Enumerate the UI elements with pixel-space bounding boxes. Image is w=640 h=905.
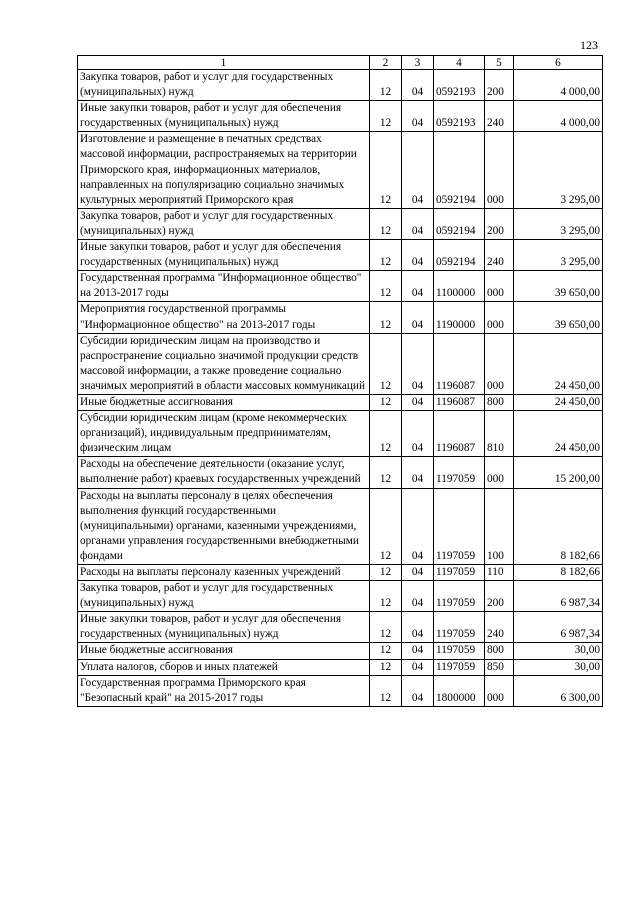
row-amount: 39 650,00 xyxy=(514,302,603,333)
row-expense-type: 100 xyxy=(485,488,514,564)
row-section: 12 xyxy=(370,333,402,394)
row-target-code: 1197059 xyxy=(434,581,485,612)
row-subsection: 04 xyxy=(402,302,434,333)
row-amount: 4 000,00 xyxy=(514,70,603,101)
row-expense-type: 850 xyxy=(485,659,514,675)
row-target-code: 1800000 xyxy=(434,675,485,706)
row-subsection: 04 xyxy=(402,132,434,208)
row-subsection: 04 xyxy=(402,271,434,302)
row-section: 12 xyxy=(370,394,402,410)
row-target-code: 0592194 xyxy=(434,208,485,239)
row-section: 12 xyxy=(370,581,402,612)
table-row xyxy=(78,240,603,271)
row-name: Закупка товаров, работ и услуг для государственных (муниципальных) нужд xyxy=(78,70,370,101)
row-target-code: 0592193 xyxy=(434,101,485,132)
table-row xyxy=(78,394,603,410)
row-section: 12 xyxy=(370,675,402,706)
row-target-code: 1197059 xyxy=(434,565,485,581)
row-amount: 6 300,00 xyxy=(514,675,603,706)
row-amount: 24 450,00 xyxy=(514,394,603,410)
row-subsection: 04 xyxy=(402,565,434,581)
table-row xyxy=(78,101,603,132)
row-target-code: 0592194 xyxy=(434,132,485,208)
table-row xyxy=(78,302,603,333)
column-header: 1 xyxy=(78,56,370,70)
row-expense-type: 240 xyxy=(485,612,514,643)
row-subsection: 04 xyxy=(402,411,434,457)
row-name: Субсидии юридическим лицам (кроме некоммерческих организаций), индивидуальным предпринимателям, физическим лицам xyxy=(78,411,370,457)
column-header: 4 xyxy=(434,56,485,70)
row-section: 12 xyxy=(370,101,402,132)
row-subsection: 04 xyxy=(402,612,434,643)
row-amount: 30,00 xyxy=(514,659,603,675)
row-section: 12 xyxy=(370,132,402,208)
row-name: Иные закупки товаров, работ и услуг для обеспечения государственных (муниципальных) нужд xyxy=(78,240,370,271)
table-row xyxy=(78,581,603,612)
row-name: Иные закупки товаров, работ и услуг для обеспечения государственных (муниципальных) нужд xyxy=(78,612,370,643)
row-expense-type: 000 xyxy=(485,132,514,208)
table-row xyxy=(78,457,603,488)
row-target-code: 1197059 xyxy=(434,659,485,675)
row-name: Иные закупки товаров, работ и услуг для обеспечения государственных (муниципальных) нужд xyxy=(78,101,370,132)
row-amount: 24 450,00 xyxy=(514,411,603,457)
row-target-code: 1190000 xyxy=(434,302,485,333)
row-expense-type: 000 xyxy=(485,675,514,706)
table-row xyxy=(78,271,603,302)
row-subsection: 04 xyxy=(402,581,434,612)
row-section: 12 xyxy=(370,208,402,239)
row-section: 12 xyxy=(370,457,402,488)
row-amount: 8 182,66 xyxy=(514,488,603,564)
row-section: 12 xyxy=(370,240,402,271)
row-target-code: 1197059 xyxy=(434,643,485,659)
row-name: Расходы на выплаты персоналу в целях обеспечения выполнения функций государственными (муниципальными) органами, казенными учреждениями, органами управления государственными внебюджетными фондами xyxy=(78,488,370,564)
row-name: Государственная программа "Информационное общество" на 2013-2017 годы xyxy=(78,271,370,302)
row-target-code: 1196087 xyxy=(434,333,485,394)
row-amount: 6 987,34 xyxy=(514,612,603,643)
table-row xyxy=(78,132,603,208)
row-expense-type: 800 xyxy=(485,643,514,659)
row-amount: 3 295,00 xyxy=(514,208,603,239)
row-name: Закупка товаров, работ и услуг для государственных (муниципальных) нужд xyxy=(78,208,370,239)
row-subsection: 04 xyxy=(402,675,434,706)
row-amount: 3 295,00 xyxy=(514,132,603,208)
row-target-code: 1197059 xyxy=(434,457,485,488)
table-row xyxy=(78,643,603,659)
table-row xyxy=(78,565,603,581)
row-subsection: 04 xyxy=(402,643,434,659)
row-target-code: 1196087 xyxy=(434,394,485,410)
row-subsection: 04 xyxy=(402,70,434,101)
row-name: Расходы на выплаты персоналу казенных учреждений xyxy=(78,565,370,581)
row-name: Иные бюджетные ассигнования xyxy=(78,643,370,659)
row-amount: 6 987,34 xyxy=(514,581,603,612)
row-expense-type: 000 xyxy=(485,333,514,394)
row-amount: 4 000,00 xyxy=(514,101,603,132)
column-header: 5 xyxy=(485,56,514,70)
page-number: 123 xyxy=(580,38,598,52)
row-target-code: 0592194 xyxy=(434,240,485,271)
row-section: 12 xyxy=(370,565,402,581)
row-section: 12 xyxy=(370,70,402,101)
row-subsection: 04 xyxy=(402,333,434,394)
row-amount: 24 450,00 xyxy=(514,333,603,394)
row-name: Мероприятия государственной программы "Информационное общество" на 2013-2017 годы xyxy=(78,302,370,333)
row-target-code: 1197059 xyxy=(434,488,485,564)
table-row xyxy=(78,208,603,239)
row-subsection: 04 xyxy=(402,394,434,410)
row-expense-type: 240 xyxy=(485,240,514,271)
row-target-code: 1197059 xyxy=(434,612,485,643)
row-target-code: 1196087 xyxy=(434,411,485,457)
row-amount: 3 295,00 xyxy=(514,240,603,271)
row-expense-type: 200 xyxy=(485,70,514,101)
row-name: Изготовление и размещение в печатных средствах массовой информации, распространяемых на территории Приморского края, информационных материалов, направленных на популяризацию социально значимых культурных мероприятий Приморского края xyxy=(78,132,370,208)
row-section: 12 xyxy=(370,411,402,457)
row-subsection: 04 xyxy=(402,659,434,675)
table-row xyxy=(78,659,603,675)
row-subsection: 04 xyxy=(402,240,434,271)
row-expense-type: 200 xyxy=(485,208,514,239)
row-subsection: 04 xyxy=(402,457,434,488)
table-row xyxy=(78,675,603,706)
row-expense-type: 800 xyxy=(485,394,514,410)
row-name: Расходы на обеспечение деятельности (оказание услуг, выполнение работ) краевых государственных учреждений xyxy=(78,457,370,488)
table-row xyxy=(78,333,603,394)
row-target-code: 1100000 xyxy=(434,271,485,302)
row-section: 12 xyxy=(370,612,402,643)
row-name: Закупка товаров, работ и услуг для государственных (муниципальных) нужд xyxy=(78,581,370,612)
row-amount: 15 200,00 xyxy=(514,457,603,488)
table-row xyxy=(78,488,603,564)
row-subsection: 04 xyxy=(402,488,434,564)
column-header: 3 xyxy=(402,56,434,70)
row-expense-type: 000 xyxy=(485,457,514,488)
row-target-code: 0592193 xyxy=(434,70,485,101)
budget-table xyxy=(77,55,603,707)
row-amount: 8 182,66 xyxy=(514,565,603,581)
row-section: 12 xyxy=(370,271,402,302)
row-amount: 39 650,00 xyxy=(514,271,603,302)
row-name: Субсидии юридическим лицам на производство и распространение социально значимой продукции средств массовой информации, а также проведение социально значимых мероприятий в области массовых коммуникаций xyxy=(78,333,370,394)
row-expense-type: 000 xyxy=(485,271,514,302)
row-name: Государственная программа Приморского края "Безопасный край" на 2015-2017 годы xyxy=(78,675,370,706)
row-expense-type: 200 xyxy=(485,581,514,612)
row-section: 12 xyxy=(370,488,402,564)
row-section: 12 xyxy=(370,643,402,659)
column-header: 6 xyxy=(514,56,603,70)
row-expense-type: 110 xyxy=(485,565,514,581)
table-row xyxy=(78,612,603,643)
row-section: 12 xyxy=(370,659,402,675)
row-expense-type: 000 xyxy=(485,302,514,333)
table-header-row xyxy=(78,56,603,70)
row-expense-type: 810 xyxy=(485,411,514,457)
table-row xyxy=(78,411,603,457)
table-row xyxy=(78,70,603,101)
row-section: 12 xyxy=(370,302,402,333)
row-amount: 30,00 xyxy=(514,643,603,659)
row-subsection: 04 xyxy=(402,208,434,239)
row-expense-type: 240 xyxy=(485,101,514,132)
row-name: Иные бюджетные ассигнования xyxy=(78,394,370,410)
row-subsection: 04 xyxy=(402,101,434,132)
column-header: 2 xyxy=(370,56,402,70)
row-name: Уплата налогов, сборов и иных платежей xyxy=(78,659,370,675)
